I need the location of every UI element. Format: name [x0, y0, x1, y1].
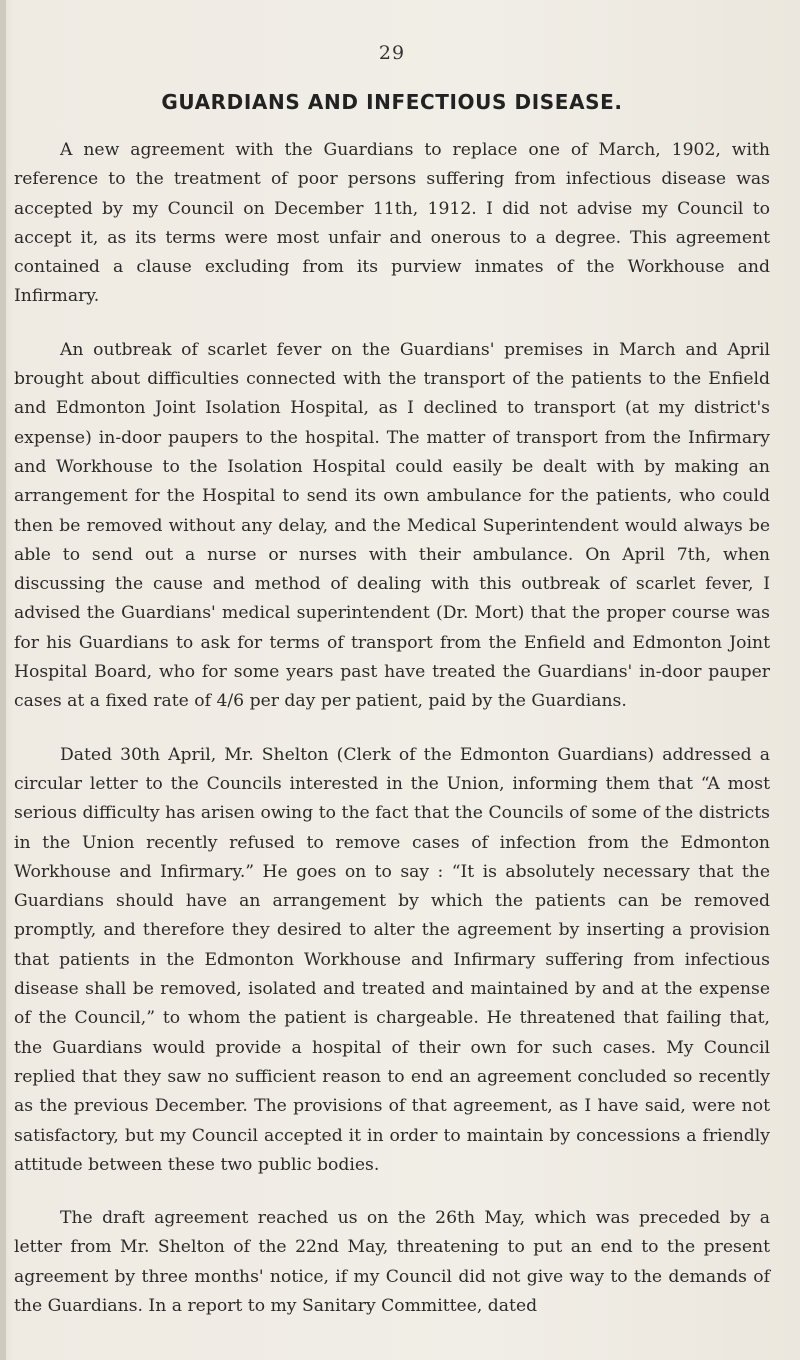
page-edge	[0, 0, 6, 1360]
paragraph-3: Dated 30th April, Mr. Shelton (Clerk of the Edmonton Guardians) addressed a circular letter to the Councils interested in the Union, informing them that “A most serious difficulty has arisen owing to the fact that the Councils of some of the districts in the Union recently refused to remove cases of infection from the Edmonton Workhouse and Infirmary.” He goes on to say : “It is absolutely necessary that the Guardians should have an arrangement by which the patients can be removed promptly, and therefore they desired to alter the agreement by inserting a provision that patients in the Edmonton Workhouse and Infirmary suffering from infectious disease shall be removed, isolated and treated and maintained by and at the expense of the Council,” to whom the patient is chargeable. He threatened that failing that, the Guardians would provide a hospital of their own for such cases. My Council replied that they saw no sufficient reason to end an agreement concluded so recently as the previous December. The provisions of that agreement, as I have said, were not satisfactory, but my Council accepted it in order to maintain by concessions a friendly attitude between these two public bodies.	[14, 744, 770, 1175]
page-number: 29	[378, 42, 406, 64]
paragraph-4: The draft agreement reached us on the 26th May, which was preceded by a letter from Mr. Shelton of the 22nd May, threatening to put an end to the present agreement by three months' notice, if my Council did not give way to the demands of the Guardians. In a report to my Sanitary Committee, dated	[14, 1208, 770, 1316]
section-heading: GUARDIANS AND INFECTIOUS DISEASE.	[161, 90, 623, 114]
paragraph-1: A new agreement with the Guardians to replace one of March, 1902, with reference to the treatment of poor persons suffering from infectious disease was accepted by my Council on December 11th, 1912. I did not advise my Council to accept it, as its terms were most unfair and onerous to a degree. This agreement contained a clause excluding from its purview inmates of the Workhouse and Infirmary.	[14, 140, 770, 307]
paragraph-2: An outbreak of scarlet fever on the Guardians' premises in March and April brought about difficulties connected with the transport of the patients to the Enfield and Edmonton Joint Isolation Hospital, as I declined to transport (at my district's expense) in-door paupers to the hospital. The matter of transport from the Infirmary and Workhouse to the Isolation Hospital could easily be dealt with by making an arrangement for the Hospital to send its own ambulance for the patients, who could then be removed without any delay, and the Medical Superintendent would always be able to send out a nurse or nurses with their ambulance. On April 7th, when discussing the cause and method of dealing with this outbreak of scarlet fever, I advised the Guardians' medical superintendent (Dr. Mort) that the proper course was for his Guardians to ask for terms of transport from the Enfield and Edmonton Joint Hospital Board, who for some years past have treated the Guardians' in-door pauper cases at a fixed rate of 4/6 per day per patient, paid by the Guardians.	[14, 339, 770, 712]
